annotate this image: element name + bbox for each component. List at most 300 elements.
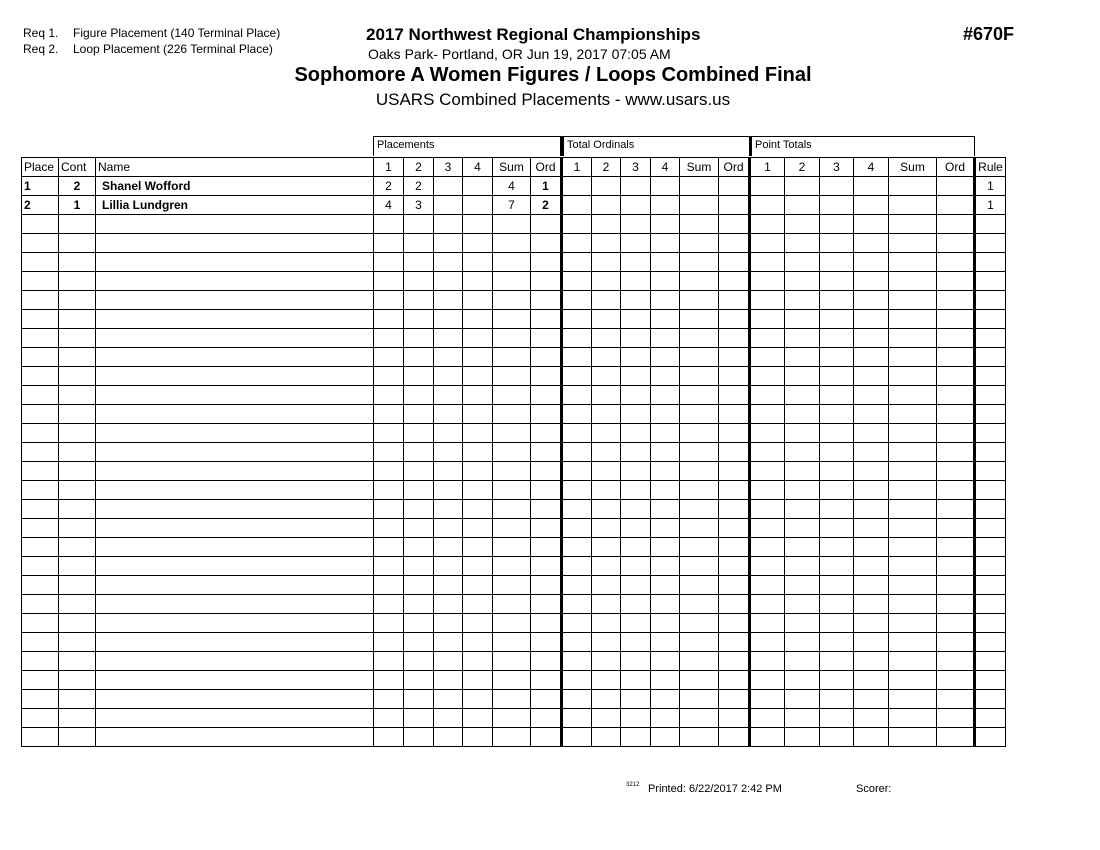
table-cell	[463, 728, 493, 747]
table-cell	[889, 690, 937, 709]
table-cell	[531, 424, 562, 443]
table-cell	[404, 291, 434, 310]
table-cell	[531, 576, 562, 595]
table-cell	[975, 576, 1006, 595]
table-cell	[404, 538, 434, 557]
table-cell	[937, 405, 975, 424]
table-cell	[22, 481, 59, 500]
table-cell	[531, 614, 562, 633]
table-cell	[22, 652, 59, 671]
table-cell	[750, 709, 785, 728]
table-cell	[854, 500, 889, 519]
table-cell	[719, 557, 750, 576]
table-cell	[96, 538, 374, 557]
table-cell	[854, 595, 889, 614]
table-cell	[531, 253, 562, 272]
table-cell	[592, 405, 621, 424]
table-cell	[889, 386, 937, 405]
skater-name: Lillia Lundgren	[96, 196, 374, 215]
table-cell	[621, 291, 651, 310]
table-cell	[592, 367, 621, 386]
table-cell	[592, 690, 621, 709]
table-cell	[621, 424, 651, 443]
table-cell	[493, 443, 531, 462]
table-cell	[531, 481, 562, 500]
table-cell	[562, 177, 592, 196]
table-cell	[434, 690, 463, 709]
table-cell	[96, 671, 374, 690]
table-cell	[750, 424, 785, 443]
event-location: Oaks Park- Portland, OR Jun 19, 2017 07:05 AM	[368, 46, 671, 62]
table-cell: 2	[22, 196, 59, 215]
table-cell	[785, 633, 820, 652]
table-cell	[889, 177, 937, 196]
table-cell	[434, 671, 463, 690]
empty-row	[22, 405, 1006, 424]
table-cell	[96, 253, 374, 272]
table-cell	[59, 348, 96, 367]
table-cell	[59, 481, 96, 500]
table-cell	[404, 424, 434, 443]
table-cell	[493, 538, 531, 557]
table-cell	[374, 272, 404, 291]
table-cell	[719, 329, 750, 348]
table-cell	[22, 215, 59, 234]
table-cell	[854, 690, 889, 709]
table-cell	[592, 462, 621, 481]
table-cell	[719, 500, 750, 519]
table-cell	[719, 215, 750, 234]
table-cell	[854, 462, 889, 481]
table-cell	[937, 500, 975, 519]
table-cell	[531, 652, 562, 671]
table-row	[22, 177, 1006, 196]
table-cell	[374, 405, 404, 424]
table-cell	[889, 709, 937, 728]
table-cell	[750, 728, 785, 747]
table-cell	[937, 329, 975, 348]
table-cell	[651, 519, 680, 538]
table-cell	[493, 614, 531, 633]
printed-timestamp: Printed: 6/22/2017 2:42 PM	[648, 783, 782, 795]
table-cell	[680, 272, 719, 291]
table-cell	[562, 709, 592, 728]
table-cell	[750, 481, 785, 500]
table-cell	[680, 253, 719, 272]
table-cell	[937, 443, 975, 462]
table-cell	[651, 557, 680, 576]
table-cell	[22, 443, 59, 462]
empty-row	[22, 633, 1006, 652]
table-cell	[785, 386, 820, 405]
table-cell	[750, 462, 785, 481]
table-cell	[493, 405, 531, 424]
table-cell	[719, 690, 750, 709]
table-cell	[975, 348, 1006, 367]
table-cell	[59, 538, 96, 557]
table-cell	[434, 633, 463, 652]
table-cell	[889, 215, 937, 234]
table-cell	[96, 500, 374, 519]
table-cell	[592, 348, 621, 367]
table-cell	[434, 215, 463, 234]
table-cell	[22, 671, 59, 690]
table-cell	[463, 272, 493, 291]
table-cell	[785, 690, 820, 709]
table-cell	[374, 234, 404, 253]
table-cell	[531, 595, 562, 614]
table-cell	[785, 614, 820, 633]
table-cell	[59, 557, 96, 576]
table-cell	[854, 196, 889, 215]
table-cell	[374, 348, 404, 367]
table-cell	[404, 709, 434, 728]
table-cell: 2	[59, 177, 96, 196]
table-cell	[531, 386, 562, 405]
table-cell	[463, 519, 493, 538]
table-cell	[562, 405, 592, 424]
table-cell	[975, 329, 1006, 348]
table-cell	[651, 234, 680, 253]
table-cell	[785, 500, 820, 519]
table-cell	[463, 500, 493, 519]
table-cell	[680, 462, 719, 481]
table-cell	[719, 196, 750, 215]
table-cell	[374, 690, 404, 709]
table-cell	[889, 519, 937, 538]
table-cell	[22, 310, 59, 329]
table-cell	[975, 519, 1006, 538]
table-cell	[463, 633, 493, 652]
table-cell	[592, 728, 621, 747]
column-header: Cont	[59, 158, 96, 177]
column-header: 1	[750, 158, 785, 177]
table-cell	[719, 614, 750, 633]
table-cell	[651, 671, 680, 690]
table-cell	[750, 614, 785, 633]
table-cell	[493, 386, 531, 405]
table-cell	[404, 652, 434, 671]
table-cell	[374, 367, 404, 386]
table-cell	[96, 519, 374, 538]
table-cell	[562, 462, 592, 481]
table-cell	[975, 234, 1006, 253]
table-cell	[531, 405, 562, 424]
results-table	[21, 157, 1006, 747]
table-cell	[22, 367, 59, 386]
table-cell	[493, 310, 531, 329]
table-cell	[592, 481, 621, 500]
column-header: 3	[820, 158, 854, 177]
table-cell	[592, 424, 621, 443]
table-cell	[463, 443, 493, 462]
table-cell	[937, 595, 975, 614]
table-cell	[96, 310, 374, 329]
empty-row	[22, 500, 1006, 519]
table-cell	[531, 443, 562, 462]
table-cell	[621, 614, 651, 633]
table-cell	[404, 519, 434, 538]
table-cell	[434, 177, 463, 196]
table-cell	[562, 576, 592, 595]
table-cell	[854, 291, 889, 310]
table-cell	[621, 310, 651, 329]
table-cell	[719, 291, 750, 310]
table-cell	[59, 462, 96, 481]
table-cell	[820, 481, 854, 500]
table-cell	[680, 614, 719, 633]
table-cell	[374, 519, 404, 538]
table-cell	[854, 177, 889, 196]
table-cell	[96, 215, 374, 234]
table-cell	[592, 291, 621, 310]
table-cell	[59, 652, 96, 671]
table-cell	[96, 272, 374, 291]
table-cell	[854, 709, 889, 728]
table-cell	[750, 576, 785, 595]
table-cell	[719, 728, 750, 747]
table-cell	[889, 500, 937, 519]
table-cell	[59, 595, 96, 614]
table-cell	[374, 481, 404, 500]
table-cell	[820, 500, 854, 519]
table-cell	[96, 728, 374, 747]
column-header: Sum	[493, 158, 531, 177]
table-cell	[404, 500, 434, 519]
table-cell	[889, 595, 937, 614]
table-cell	[493, 519, 531, 538]
table-cell	[889, 348, 937, 367]
table-cell	[621, 177, 651, 196]
table-cell	[531, 462, 562, 481]
table-cell	[680, 424, 719, 443]
table-cell	[937, 652, 975, 671]
table-cell	[621, 253, 651, 272]
table-cell	[404, 728, 434, 747]
table-cell	[562, 215, 592, 234]
table-cell	[22, 519, 59, 538]
table-cell	[22, 614, 59, 633]
table-cell	[621, 196, 651, 215]
table-cell	[680, 728, 719, 747]
empty-row	[22, 215, 1006, 234]
table-cell	[785, 576, 820, 595]
empty-row	[22, 234, 1006, 253]
table-cell	[434, 576, 463, 595]
page-title: Sophomore A Women Figures / Loops Combined Final	[294, 64, 812, 86]
table-cell	[750, 196, 785, 215]
table-cell	[374, 633, 404, 652]
table-cell	[750, 310, 785, 329]
table-cell	[937, 633, 975, 652]
table-cell	[719, 234, 750, 253]
table-cell	[937, 614, 975, 633]
table-cell	[889, 538, 937, 557]
table-cell	[680, 177, 719, 196]
table-cell	[22, 633, 59, 652]
table-cell: 1	[531, 177, 562, 196]
table-cell	[463, 481, 493, 500]
table-cell	[463, 709, 493, 728]
table-cell	[820, 576, 854, 595]
table-cell	[374, 671, 404, 690]
table-cell	[651, 177, 680, 196]
table-cell	[434, 367, 463, 386]
table-cell	[374, 291, 404, 310]
table-cell	[680, 367, 719, 386]
table-cell	[680, 690, 719, 709]
column-header: Ord	[719, 158, 750, 177]
table-cell	[651, 386, 680, 405]
table-cell	[785, 234, 820, 253]
table-cell	[493, 215, 531, 234]
group-placements: Placements	[373, 136, 561, 156]
table-cell	[562, 234, 592, 253]
table-cell	[975, 367, 1006, 386]
table-cell	[937, 538, 975, 557]
table-cell	[785, 462, 820, 481]
table-cell	[750, 215, 785, 234]
table-cell	[889, 291, 937, 310]
table-cell	[680, 671, 719, 690]
column-header: Ord	[531, 158, 562, 177]
table-cell	[719, 367, 750, 386]
table-cell	[785, 671, 820, 690]
table-cell	[889, 196, 937, 215]
table-cell	[562, 348, 592, 367]
table-cell	[975, 728, 1006, 747]
table-cell	[22, 405, 59, 424]
table-cell	[719, 709, 750, 728]
table-cell	[785, 367, 820, 386]
table-cell	[562, 443, 592, 462]
empty-row	[22, 443, 1006, 462]
table-cell	[750, 538, 785, 557]
table-cell	[531, 500, 562, 519]
empty-row	[22, 728, 1006, 747]
table-cell	[404, 614, 434, 633]
table-cell	[493, 291, 531, 310]
table-cell	[937, 481, 975, 500]
table-cell	[562, 671, 592, 690]
table-cell	[651, 538, 680, 557]
table-cell	[680, 633, 719, 652]
table-cell	[820, 633, 854, 652]
table-cell	[434, 462, 463, 481]
table-cell	[59, 234, 96, 253]
table-cell	[719, 652, 750, 671]
table-cell	[785, 177, 820, 196]
table-cell	[96, 633, 374, 652]
table-cell	[820, 215, 854, 234]
table-cell	[562, 652, 592, 671]
scorer-label: Scorer:	[856, 783, 892, 795]
table-cell: 2	[404, 177, 434, 196]
table-cell	[59, 576, 96, 595]
table-cell	[854, 728, 889, 747]
table-cell	[651, 215, 680, 234]
table-cell	[621, 538, 651, 557]
column-header: Name	[96, 158, 374, 177]
table-cell	[651, 614, 680, 633]
table-cell	[59, 690, 96, 709]
table-cell	[531, 557, 562, 576]
table-cell	[651, 500, 680, 519]
table-cell	[434, 348, 463, 367]
table-cell	[750, 595, 785, 614]
table-cell	[59, 310, 96, 329]
table-cell	[750, 234, 785, 253]
table-cell	[96, 614, 374, 633]
table-cell	[96, 367, 374, 386]
table-cell	[889, 652, 937, 671]
table-cell	[889, 329, 937, 348]
empty-row	[22, 291, 1006, 310]
table-cell	[937, 215, 975, 234]
table-cell	[750, 443, 785, 462]
table-cell	[785, 253, 820, 272]
table-cell	[937, 709, 975, 728]
table-cell	[975, 614, 1006, 633]
table-cell	[434, 481, 463, 500]
table-cell	[975, 443, 1006, 462]
table-cell	[562, 310, 592, 329]
table-cell	[59, 424, 96, 443]
table-cell	[651, 367, 680, 386]
column-header: 4	[854, 158, 889, 177]
table-cell: 4	[493, 177, 531, 196]
table-cell	[621, 348, 651, 367]
table-cell	[463, 424, 493, 443]
table-cell	[493, 557, 531, 576]
table-cell	[562, 728, 592, 747]
table-cell	[59, 367, 96, 386]
table-cell: 1	[59, 196, 96, 215]
table-cell	[59, 728, 96, 747]
table-cell	[404, 348, 434, 367]
table-cell	[820, 538, 854, 557]
table-cell	[680, 481, 719, 500]
table-cell	[785, 310, 820, 329]
table-cell	[937, 690, 975, 709]
table-cell	[621, 329, 651, 348]
table-cell	[975, 671, 1006, 690]
table-cell	[434, 405, 463, 424]
table-cell	[820, 367, 854, 386]
table-cell: 7	[493, 196, 531, 215]
table-cell	[937, 253, 975, 272]
table-cell	[531, 215, 562, 234]
table-cell	[719, 253, 750, 272]
table-cell	[820, 405, 854, 424]
table-cell	[651, 196, 680, 215]
table-cell	[937, 519, 975, 538]
table-cell: 3	[404, 196, 434, 215]
table-cell	[680, 557, 719, 576]
table-header-row	[22, 158, 1006, 177]
table-cell	[854, 652, 889, 671]
table-cell	[22, 462, 59, 481]
table-cell	[22, 253, 59, 272]
table-cell	[562, 424, 592, 443]
empty-row	[22, 348, 1006, 367]
table-cell	[975, 481, 1006, 500]
table-cell	[592, 709, 621, 728]
table-cell	[434, 519, 463, 538]
table-cell	[493, 671, 531, 690]
table-cell	[719, 272, 750, 291]
table-cell	[719, 310, 750, 329]
